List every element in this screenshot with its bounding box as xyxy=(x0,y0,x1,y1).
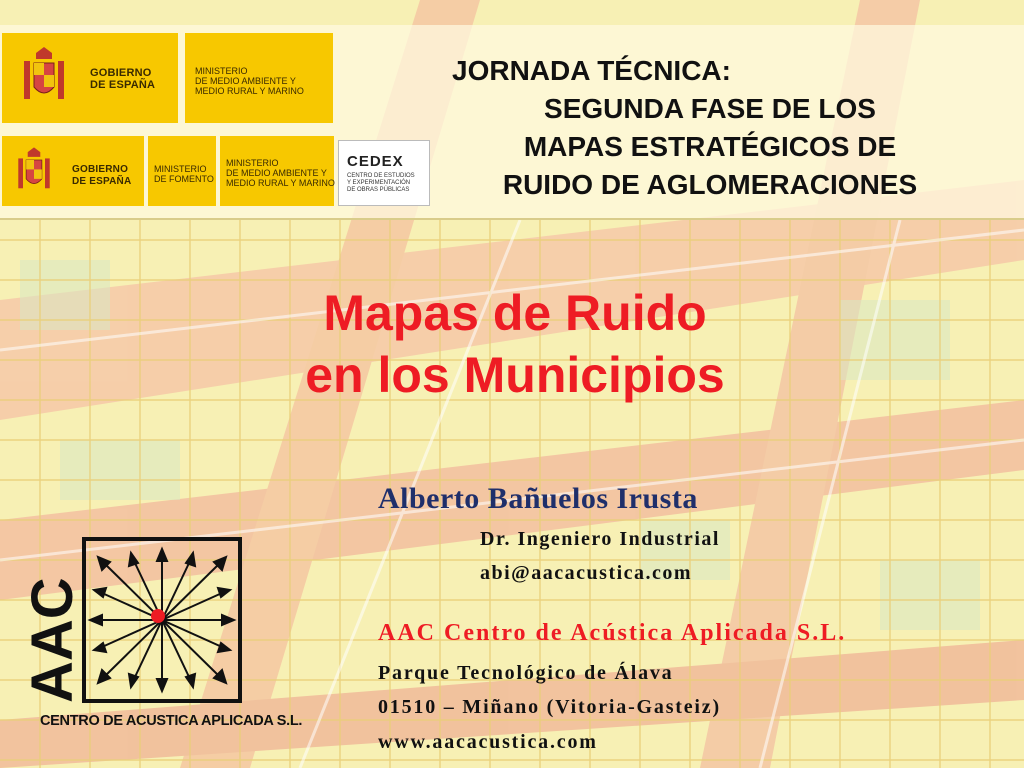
author-degree: Dr. Ingeniero Industrial xyxy=(480,528,720,550)
company-address-1: Parque Tecnológico de Álava xyxy=(378,662,674,684)
author-email: abi@aacacustica.com xyxy=(480,562,693,584)
coat-of-arms-icon xyxy=(12,147,56,195)
ministerio-fomento-logo xyxy=(148,136,216,206)
jornada-line-1: JORNADA TÉCNICA: xyxy=(452,55,731,86)
cedex-wordmark: CEDEX xyxy=(347,153,404,170)
presentation-title xyxy=(200,282,830,406)
ministerio-fomento-text: MINISTERIO DE FOMENTO xyxy=(154,164,214,184)
ministerio-text-2: MINISTERIO DE MEDIO AMBIENTE Y MEDIO RURAL Y MARINO xyxy=(226,158,335,188)
cedex-logo xyxy=(338,140,430,206)
aac-logo-caption: CENTRO DE ACUSTICA APLICADA S.L. xyxy=(40,713,303,729)
gobierno-text-1: GOBIERNO DE ESPAÑA xyxy=(90,67,156,91)
company-address-2: 01510 – Miñano (Vitoria-Gasteiz) xyxy=(378,696,721,718)
gobierno-text-2: GOBIERNO DE ESPAÑA xyxy=(72,164,132,187)
author-name: Alberto Bañuelos Irusta xyxy=(378,482,698,515)
title-line-2: en los Municipios xyxy=(305,347,725,403)
jornada-heading xyxy=(430,52,990,204)
aac-logo xyxy=(20,533,250,743)
ministerio-medio-ambiente-logo-2 xyxy=(220,136,334,206)
gobierno-logo-2 xyxy=(2,136,144,206)
title-line-1: Mapas de Ruido xyxy=(323,285,707,341)
jornada-line-4: RUIDO DE AGLOMERACIONES xyxy=(502,169,918,200)
ministerio-medio-ambiente-logo-1 xyxy=(185,33,333,123)
jornada-line-3: MAPAS ESTRATÉGICOS DE xyxy=(523,131,897,162)
aac-logo-letters: AAC xyxy=(20,577,85,703)
company-website: www.aacacustica.com xyxy=(378,731,598,753)
jornada-line-2: SEGUNDA FASE DE LOS xyxy=(544,93,876,124)
company-name: AAC Centro de Acústica Aplicada S.L. xyxy=(378,620,847,646)
cedex-subtext: CENTRO DE ESTUDIOS Y EXPERIMENTACIÓN DE OBRAS PÚBLICAS xyxy=(347,173,415,193)
coat-of-arms-icon xyxy=(16,47,72,107)
ministerio-text-1: MINISTERIO DE MEDIO AMBIENTE Y MEDIO RURAL Y MARINO xyxy=(195,66,304,96)
gobierno-logo-1 xyxy=(2,33,178,123)
